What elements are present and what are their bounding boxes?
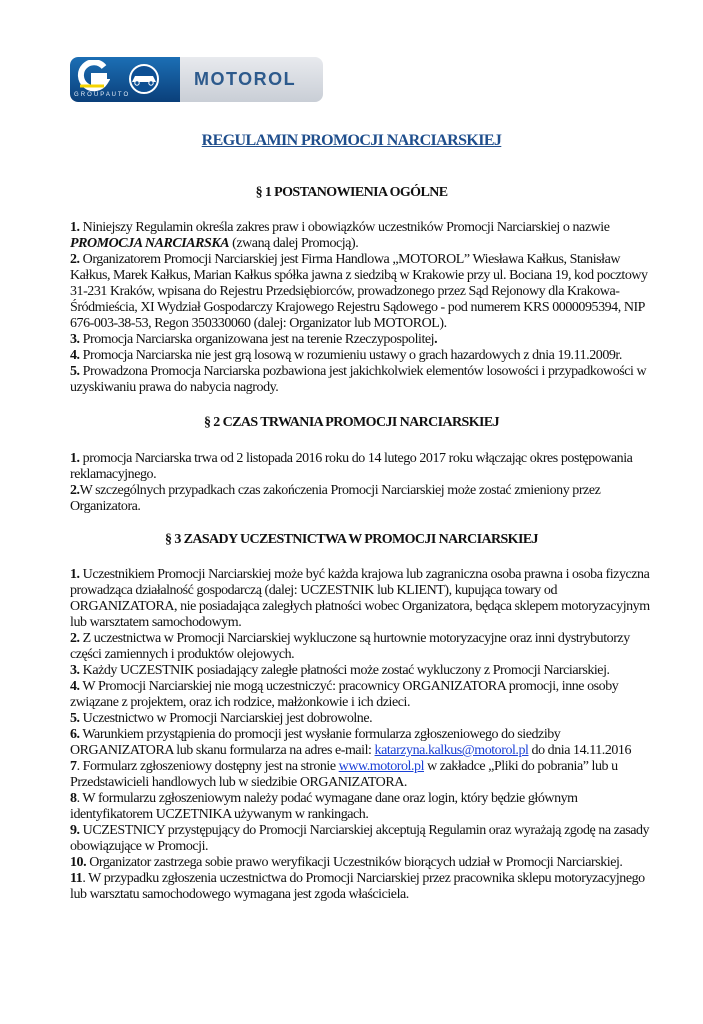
item-number: 11 (70, 871, 83, 886)
item-number: 1. (70, 567, 80, 582)
item-number: 2. (70, 631, 80, 646)
item-text: Uczestnictwo w Promocji Narciarskiej jest dobrowolne. (79, 711, 373, 726)
brand-name: MOTOROL (194, 69, 297, 89)
item-text: Warunkiem przystąpienia do promocji jest wysłanie formularza zgłoszeniowego do siedziby ORGANIZATORA lub skanu formularza na adres e-mail: (70, 727, 561, 758)
list-item (70, 348, 660, 364)
section-3-body (70, 567, 660, 903)
list-item (70, 727, 660, 759)
section-2-body (70, 451, 660, 515)
item-text: promocja Narciarska trwa od 2 listopada 2016 roku do 14 lutego 2017 roku włączając okres postępowania reklamacyjnego. (70, 451, 633, 482)
item-number: 7 (70, 759, 77, 774)
email-link[interactable]: katarzyna.kalkus@motorol.pl (374, 743, 529, 758)
promo-name: PROMOCJA NARCIARSKA (70, 236, 230, 251)
list-item (70, 791, 660, 823)
item-text: W Promocji Narciarskiej nie mogą uczestniczyć: pracownicy ORGANIZATORA promocji, inne osoby związane z projektem, oraz ich rodzice, małżonkowie i ich dzieci. (70, 679, 619, 710)
item-text: Z uczestnictwa w Promocji Narciarskiej wykluczone są hurtownie motoryzacyjne oraz inni dystrybutorzy części zamiennych i produktów olejowych. (70, 631, 630, 662)
groupauto-g-icon (74, 60, 110, 92)
item-number: 4. (70, 348, 80, 363)
groupauto-logo (70, 57, 180, 102)
item-number: 2. (70, 252, 80, 267)
item-text-tail: w zakładce „Pliki do pobrania” lub u Przedstawicieli handlowych lub w siedzibie ORGANIZATORA. (70, 759, 618, 790)
item-number: 5. (70, 711, 80, 726)
item-number: 3. (70, 663, 80, 678)
item-number: 5. (70, 364, 80, 379)
item-text: Promocja Narciarska organizowana jest na terenie Rzeczypospolitej (79, 332, 435, 347)
list-item (70, 679, 660, 711)
list-item (70, 871, 660, 903)
item-text: . W przypadku zgłoszenia uczestnictwa do Promocji Narciarskiej przez pracownika sklepu motoryzacyjnego lub warsztatu samochodowego wymagana jest zgoda właściciela. (70, 871, 645, 902)
item-number: 3. (70, 332, 80, 347)
section-2-heading: § 2 CZAS TRWANIA PROMOCJI NARCIARSKIEJ (204, 415, 499, 430)
list-item (70, 663, 660, 679)
list-item (70, 823, 660, 855)
list-item (70, 252, 660, 332)
list-item (70, 483, 660, 515)
list-item (70, 451, 660, 483)
list-item (70, 364, 660, 396)
item-number: 8 (70, 791, 77, 806)
item-text: . Formularz zgłoszeniowy dostępny jest na stronie (76, 759, 339, 774)
item-text: Prowadzona Promocja Narciarska pozbawiona jest jakichkolwiek elementów losowości i przypadkowości w uzyskiwaniu prawa do nabycia nagrody. (70, 364, 647, 395)
item-number: 9. (70, 823, 80, 838)
item-text-tail: . (434, 332, 438, 347)
item-number: 1. (70, 220, 80, 235)
groupauto-logo-text: G R O U P A U T O (74, 92, 129, 98)
item-number: 6. (70, 727, 80, 742)
list-item (70, 220, 660, 252)
item-text: Promocja Narciarska nie jest grą losową w rozumieniu ustawy o grach hazardowych z dnia 19.11.2009r. (79, 348, 622, 363)
car-icon (118, 63, 170, 95)
list-item (70, 855, 660, 871)
item-number: 4. (70, 679, 80, 694)
section-1-body (70, 220, 660, 396)
item-text: Organizator zastrzega sobie prawo weryfikacji Uczestników biorących udział w Promocji Narciarskiej. (86, 855, 623, 870)
list-item (70, 631, 660, 663)
item-text-tail: (zwaną dalej Promocją). (229, 236, 359, 251)
item-text: Niniejszy Regulamin określa zakres praw i obowiązków uczestników Promocji Narciarskiej o nazwie (79, 220, 610, 235)
list-item (70, 332, 660, 348)
page-title: REGULAMIN PROMOCJI NARCIARSKIEJ (201, 132, 502, 149)
item-text: Każdy UCZESTNIK posiadający zaległe płatności może zostać wykluczony z Promocji Narciarskiej. (79, 663, 610, 678)
item-text: W szczególnych przypadkach czas zakończenia Promocji Narciarskiej może zostać zmieniony przez Organizatora. (70, 483, 601, 514)
item-number: 1. (70, 451, 80, 466)
item-text: Organizatorem Promocji Narciarskiej jest Firma Handlowa „MOTOROL” Wiesława Kałkus, Stanisław Kałkus, Marek Kałkus, Marian Kałkus spółka jawna z siedzibą w Krakowie przy ul. Bociana 19, kod pocztowy 31-231 Kraków, wpisana do Rejestru Przedsiębiorców, prowadzonego przez Sąd Rejonowy dla Krakowa-Śródmieścia, XI Wydział Gospodarczy Krajowego Rejestru Sądowego - pod numerem KRS 0000095394, NIP 676-003-38-53, Regon 350330060 (dalej: Organizator lub MOTOROL). (70, 252, 648, 331)
section-3-heading: § 3 ZASADY UCZESTNICTWA W PROMOCJI NARCIARSKIEJ (165, 532, 538, 547)
item-text: Uczestnikiem Promocji Narciarskiej może być każda krajowa lub zagraniczna osoba prawna i osoba fizyczna prowadząca działalność gospodarczą (dalej: UCZESTNIK lub KLIENT), kupująca towary od ORGANIZATORA, nie posiadająca zaległych płatności wobec Organizatora, będąca sklepem motoryzacyjnym lub warsztatem samochodowym. (70, 567, 650, 630)
item-text: UCZESTNICY przystępujący do Promocji Narciarskiej akceptują Regulamin oraz wyrażają zgodę na zasady obowiązujące w Promocji. (70, 823, 650, 854)
list-item (70, 759, 660, 791)
website-link[interactable]: www.motorol.pl (338, 759, 425, 774)
list-item (70, 567, 660, 631)
item-text: . W formularzu zgłoszeniowym należy podać wymagane dane oraz login, który będzie głównym identyfikatorem UCZETNIKA używanym w rankingach. (70, 791, 578, 822)
list-item (70, 711, 660, 727)
item-number: 2. (70, 483, 80, 498)
item-text-tail: do dnia 14.11.2016 (528, 743, 632, 758)
section-1-heading: § 1 POSTANOWIENIA OGÓLNE (255, 185, 448, 200)
header-banner (70, 57, 323, 102)
item-number: 10. (70, 855, 87, 870)
